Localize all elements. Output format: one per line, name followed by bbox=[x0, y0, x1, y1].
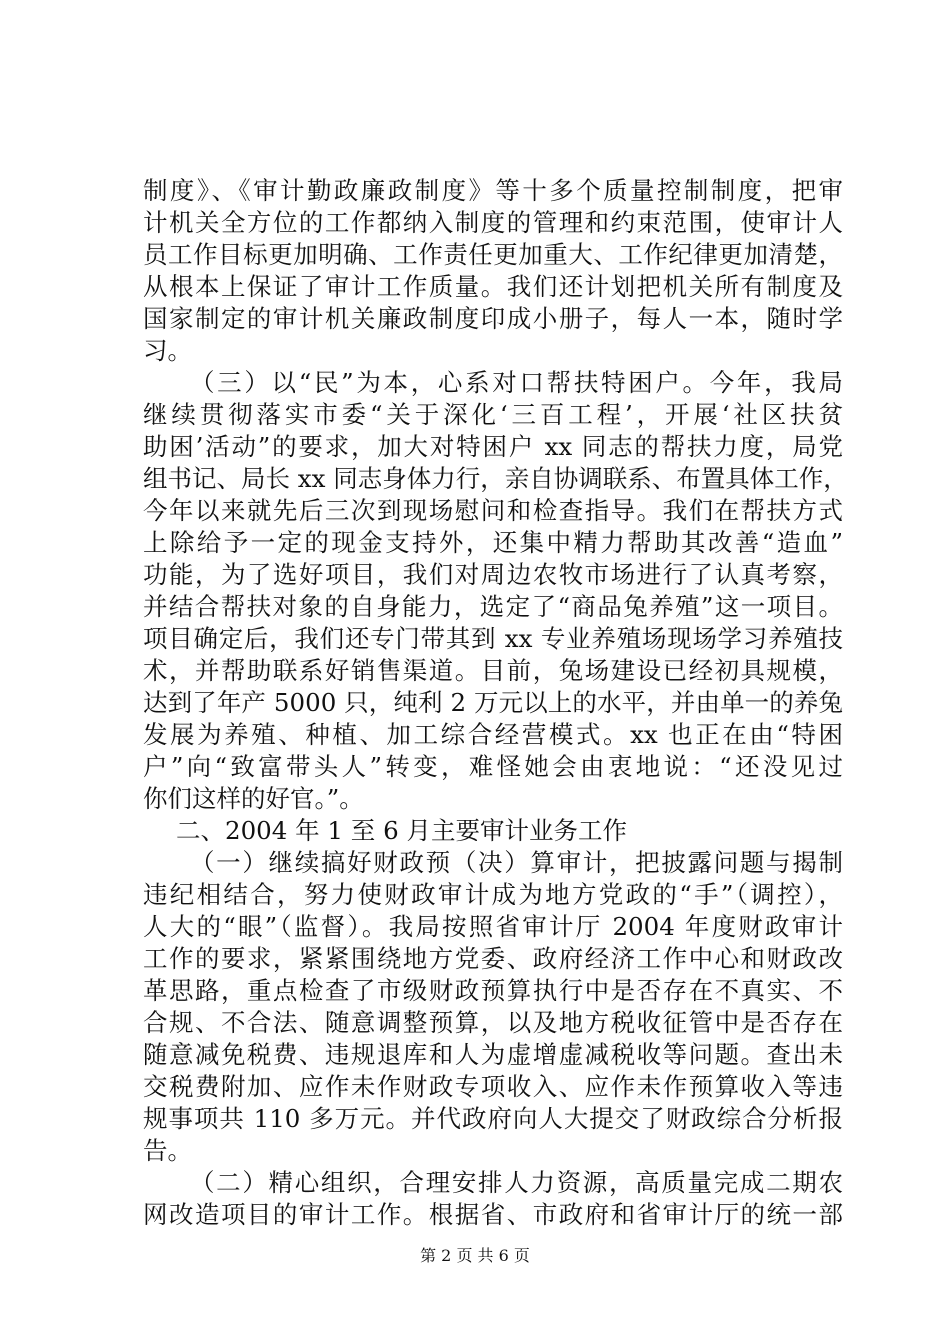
paragraph-line: 术，并帮助联系好销售渠道。目前，兔场建设已经初具规模， bbox=[143, 656, 843, 685]
paragraph-line: 项目确定后，我们还专门带其到 xx 专业养殖场现场学习养殖技 bbox=[143, 624, 843, 653]
paragraph-line: 交税费附加、应作未作财政专项收入、应作未作预算收入等违 bbox=[143, 1072, 843, 1101]
paragraph-line: 今年以来就先后三次到现场慰问和检查指导。我们在帮扶方式 bbox=[143, 496, 843, 525]
paragraph-line: 户”向“致富带头人”转变，难怪她会由衷地说：“还没见过 bbox=[143, 752, 843, 781]
paragraph-line: 违纪相结合，努力使财政审计成为地方党政的“手”（调控）， bbox=[143, 880, 843, 909]
paragraph-line: 习。 bbox=[143, 336, 192, 365]
section-heading: 二、2004 年 1 至 6 月主要审计业务工作 bbox=[176, 816, 627, 845]
paragraph-line: 计机关全方位的工作都纳入制度的管理和约束范围，使审计人 bbox=[143, 208, 843, 237]
paragraph-line: 员工作目标更加明确、工作责任更加重大、工作纪律更加清楚， bbox=[143, 240, 843, 269]
paragraph-line: 国家制定的审计机关廉政制度印成小册子，每人一本，随时学 bbox=[143, 304, 843, 333]
paragraph-line: 规事项共 110 多万元。并代政府向人大提交了财政综合分析报 bbox=[143, 1104, 843, 1133]
paragraph-line: 发展为养殖、种植、加工综合经营模式。xx 也正在由“特困 bbox=[143, 720, 843, 749]
paragraph-line: 你们这样的好官。”。 bbox=[143, 784, 364, 813]
paragraph-line: 组书记、局长 xx 同志身体力行，亲自协调联系、布置具体工作， bbox=[143, 464, 848, 493]
paragraph-line: 网改造项目的审计工作。根据省、市政府和省审计厅的统一部 bbox=[143, 1200, 843, 1229]
paragraph-line: 革思路，重点检查了市级财政预算执行中是否存在不真实、不 bbox=[143, 976, 843, 1005]
paragraph-line: （一）继续搞好财政预（决）算审计，把披露问题与揭制 bbox=[190, 848, 843, 877]
paragraph-line: 制度》、《审计勤政廉政制度》等十多个质量控制制度，把审 bbox=[143, 176, 843, 205]
paragraph-line: 工作的要求，紧紧围绕地方党委、政府经济工作中心和财政改 bbox=[143, 944, 843, 973]
paragraph-line: 告。 bbox=[143, 1136, 192, 1165]
paragraph-line: 功能，为了选好项目，我们对周边农牧市场进行了认真考察， bbox=[143, 560, 843, 589]
paragraph-line: 从根本上保证了审计工作质量。我们还计划把机关所有制度及 bbox=[143, 272, 843, 301]
paragraph-line: 合规、不合法、随意调整预算，以及地方税收征管中是否存在 bbox=[143, 1008, 843, 1037]
paragraph-line: 助困’活动”的要求，加大对特困户 xx 同志的帮扶力度，局党 bbox=[143, 432, 843, 461]
paragraph-line: （三）以“民”为本，心系对口帮扶特困户。今年，我局 bbox=[190, 368, 843, 397]
paragraph-line: （二）精心组织，合理安排人力资源，高质量完成二期农 bbox=[190, 1168, 843, 1197]
paragraph-line: 随意减免税费、违规退库和人为虚增虚减税收等问题。查出未 bbox=[143, 1040, 843, 1069]
page-number-footer: 第 2 页 共 6 页 bbox=[420, 1246, 530, 1265]
paragraph-line: 继续贯彻落实市委“关于深化‘三百工程’，开展‘社区扶贫 bbox=[143, 400, 843, 429]
paragraph-line: 并结合帮扶对象的自身能力，选定了“商品兔养殖”这一项目。 bbox=[143, 592, 843, 621]
paragraph-line: 达到了年产 5000 只，纯利 2 万元以上的水平，并由单一的养兔 bbox=[143, 688, 843, 717]
paragraph-line: 人大的“眼”（监督）。我局按照省审计厅 2004 年度财政审计 bbox=[143, 912, 843, 941]
paragraph-line: 上除给予一定的现金支持外，还集中精力帮助其改善“造血” bbox=[143, 528, 843, 557]
